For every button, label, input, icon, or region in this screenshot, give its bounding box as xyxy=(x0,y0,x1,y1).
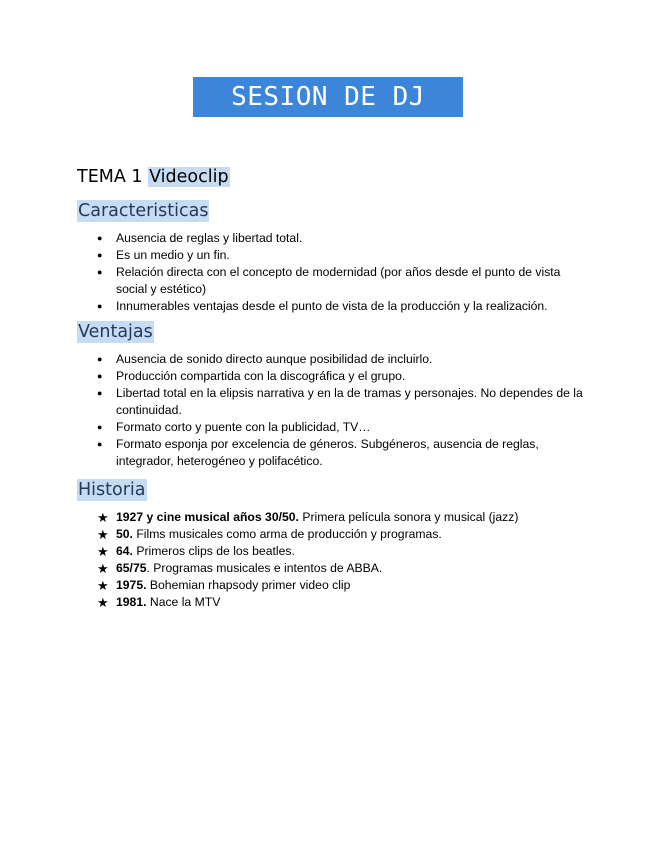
star-icon: ★ xyxy=(97,527,109,542)
list-item-text: Relación directa con el concepto de modernidad (por años desde el punto de vista social y estético) xyxy=(116,265,561,296)
section-heading-caracteristicas: Caracteristicas xyxy=(78,201,209,221)
bullet-icon: ● xyxy=(97,371,103,381)
list-item xyxy=(97,385,587,419)
list-item-text: Formato esponja por excelencia de géneros. Subgéneros, ausencia de reglas, integrador, heterogéneo y polifacético. xyxy=(116,437,539,468)
list-item xyxy=(97,526,587,543)
list-item-text: Libertad total en la elipsis narrativa y en la de tramas y personajes. No dependes de la continuidad. xyxy=(116,386,583,417)
star-icon: ★ xyxy=(97,578,109,593)
list-item xyxy=(97,264,587,298)
bullet-icon: ● xyxy=(97,422,103,432)
historia-list xyxy=(97,509,587,611)
list-item-year: 1981. xyxy=(116,595,147,609)
list-item-text: Bohemian rhapsody primer video clip xyxy=(146,578,351,592)
section-heading-ventajas: Ventajas xyxy=(78,322,153,342)
list-item xyxy=(97,594,587,611)
topic-prefix: TEMA 1 xyxy=(77,167,149,187)
list-item xyxy=(97,419,587,436)
list-item-text: Nace la MTV xyxy=(146,595,221,609)
list-item xyxy=(97,230,587,247)
list-item xyxy=(97,368,587,385)
star-icon: ★ xyxy=(97,510,109,525)
list-item-year: 1927 y cine musical años 30/50. xyxy=(116,510,299,524)
list-item xyxy=(97,509,587,526)
bullet-icon: ● xyxy=(97,354,103,364)
bullet-icon: ● xyxy=(97,267,103,277)
bullet-icon: ● xyxy=(97,233,103,243)
caracteristicas-list xyxy=(97,230,587,315)
list-item-text: Ausencia de reglas y libertad total. xyxy=(116,231,303,245)
list-item-text: Producción compartida con la discográfica y el grupo. xyxy=(116,369,406,383)
list-item xyxy=(97,351,587,368)
list-item xyxy=(97,298,587,315)
list-item-text: Innumerables ventajas desde el punto de vista de la producción y la realización. xyxy=(116,299,548,313)
list-item-text: Es un medio y un fin. xyxy=(116,248,230,262)
list-item-year: 65/75 xyxy=(116,561,147,575)
list-item-text: Formato corto y puente con la publicidad, TV… xyxy=(116,420,371,434)
document-title: SESION DE DJ xyxy=(193,77,463,117)
bullet-icon: ● xyxy=(97,250,103,260)
list-item-text: Primeros clips de los beatles. xyxy=(132,544,295,558)
list-item-year: 50. xyxy=(116,527,133,541)
list-item-text: Films musicales como arma de producción y programas. xyxy=(132,527,442,541)
star-icon: ★ xyxy=(97,544,109,559)
list-item-year: 64. xyxy=(116,544,133,558)
topic-highlight: Videoclip xyxy=(149,167,229,187)
bullet-icon: ● xyxy=(97,388,103,398)
star-icon: ★ xyxy=(97,561,109,576)
ventajas-list xyxy=(97,351,587,470)
list-item-text: . Programas musicales e intentos de ABBA. xyxy=(146,561,383,575)
list-item-text: Primera película sonora y musical (jazz) xyxy=(298,510,519,524)
star-icon: ★ xyxy=(97,595,109,610)
list-item xyxy=(97,247,587,264)
list-item xyxy=(97,436,587,470)
bullet-icon: ● xyxy=(97,301,103,311)
list-item-year: 1975. xyxy=(116,578,147,592)
list-item xyxy=(97,560,587,577)
list-item xyxy=(97,543,587,560)
section-heading-historia: Historia xyxy=(78,480,146,500)
list-item xyxy=(97,577,587,594)
bullet-icon: ● xyxy=(97,439,103,449)
topic-heading xyxy=(77,165,230,189)
list-item-text: Ausencia de sonido directo aunque posibilidad de incluirlo. xyxy=(116,352,433,366)
